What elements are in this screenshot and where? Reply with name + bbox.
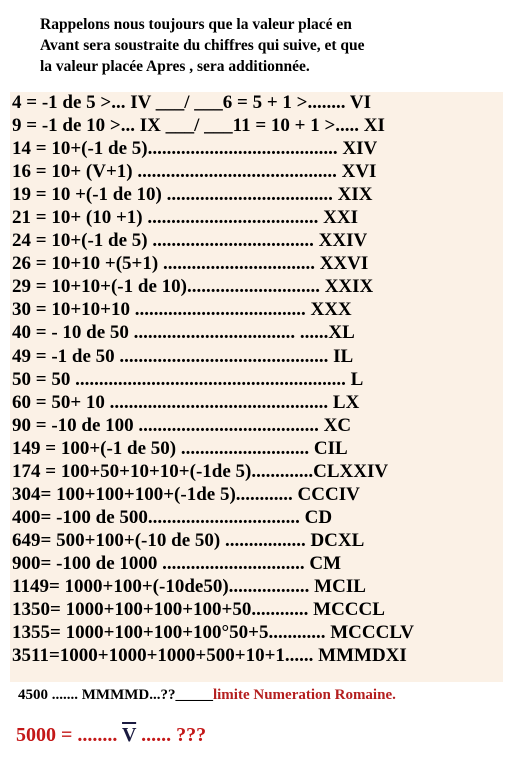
list-item: 40 = - 10 de 50 .................................. ......XL (12, 322, 355, 344)
intro-line-3: la valeur placée Apres , sera additionnée. (40, 58, 310, 75)
roman-numeral-list (12, 91, 414, 667)
list-item: 1350= 1000+100+100+100+50............ MCCCL (12, 599, 385, 621)
limit-underline: _____ (175, 687, 213, 703)
limit-line (18, 687, 396, 704)
list-item: 90 = -10 de 100 ...................................... XC (12, 414, 352, 436)
list-item: 49 = -1 de 50 ............................................ IL (12, 345, 354, 367)
list-item: 149 = 100+(-1 de 50) ........................... CIL (12, 437, 348, 459)
list-item: 304= 100+100+100+(-1de 5)............ CCCIV (12, 483, 360, 505)
list-item: 29 = 10+10+(-1 de 10)............................ XXIX (12, 276, 374, 298)
list-item: 174 = 100+50+10+10+(-1de 5).............CLXXIV (12, 460, 389, 482)
five-suffix: ...... ??? (136, 724, 207, 746)
list-item: 1149= 1000+100+(-10de50)................. MCIL (12, 575, 366, 597)
list-item: 50 = 50 ......................................................... L (12, 368, 364, 390)
list-item: 400= -100 de 500................................ CD (12, 506, 333, 528)
list-item: 900= -100 de 1000 .............................. CM (12, 552, 342, 574)
list-item: 3511=1000+1000+1000+500+10+1...... MMMDXI (12, 645, 407, 667)
list-item: 16 = 10+ (V+1) .......................................... XVI (12, 161, 377, 183)
intro-line-1: Rappelons nous toujours que la valeur placé en (40, 16, 352, 33)
limit-label: limite Numeration Romaine. (212, 687, 396, 703)
list-item: 21 = 10+ (10 +1) .................................... XXI (12, 207, 358, 229)
list-item: 1355= 1000+100+100+100°50+5............ MCCCLV (12, 622, 414, 644)
limit-value: 4500 ....... MMMMD...?? (18, 687, 176, 703)
list-item: 14 = 10+(-1 de 5)........................................ XIV (12, 138, 378, 160)
list-item: 26 = 10+10 +(5+1) ................................ XXVI (12, 253, 369, 275)
list-item: 24 = 10+(-1 de 5) .................................. XXIV (12, 230, 368, 252)
list-item: 649= 500+100+(-10 de 50) ................. DCXL (12, 529, 365, 551)
five-prefix: 5000 = ........ (16, 724, 123, 746)
list-item: 9 = -1 de 10 >... IX ___/ ___11 = 10 + 1 >..... XI (12, 115, 385, 137)
list-item: 4 = -1 de 5 >... IV ___/ ___6 = 5 + 1 >........ VI (12, 92, 372, 113)
list-item: 30 = 10+10+10 .................................... XXX (12, 299, 352, 321)
list-item: 60 = 50+ 10 .............................................. LX (12, 391, 360, 413)
intro-line-2: Avant sera soustraite du chiffres qui suive, et que (40, 37, 365, 54)
intro-paragraph (40, 14, 500, 77)
five-thousand-line (16, 724, 206, 747)
list-item: 19 = 10 +(-1 de 10) ................................... XIX (12, 184, 373, 206)
overlined-v-numeral: $\overline{V}$ (122, 724, 137, 746)
